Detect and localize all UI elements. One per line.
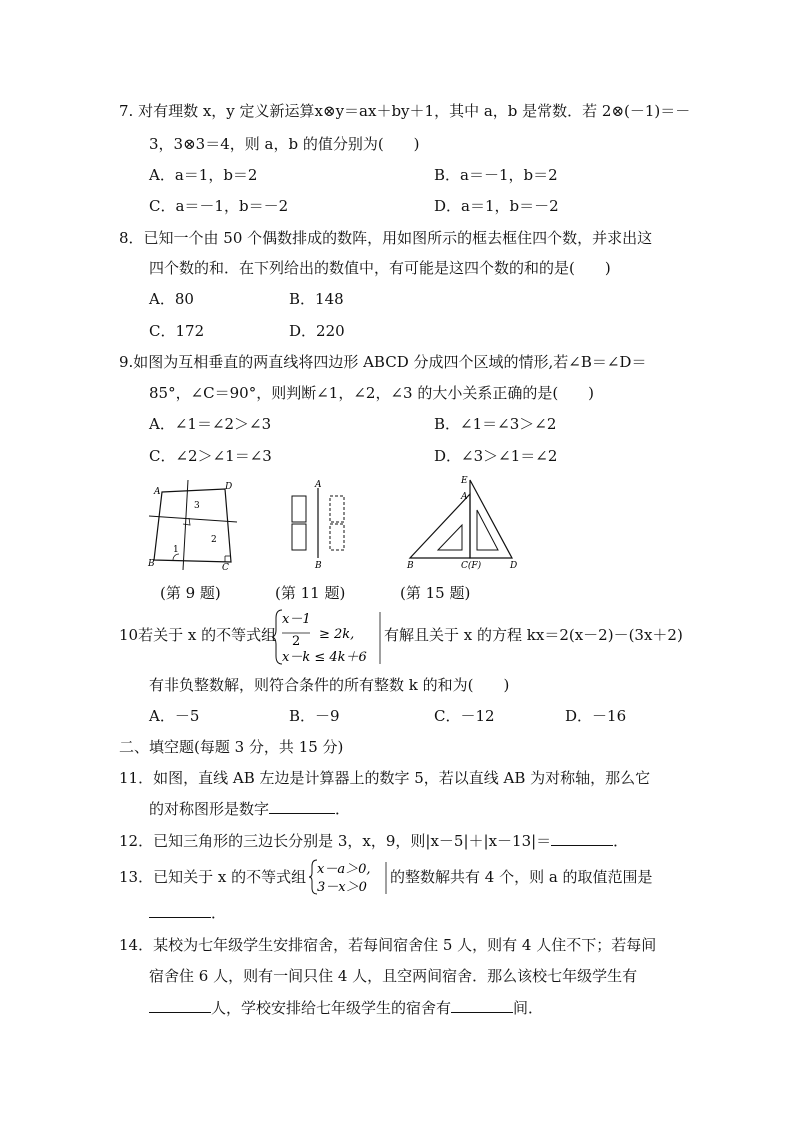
- fig9-label-a: A: [154, 487, 161, 497]
- q9-line1: 9.如图为互相垂直的两直线将四边形 ABCD 分成四个区域的情形,若∠B＝∠D＝: [119, 353, 647, 371]
- fig15-label-b: B: [407, 561, 414, 571]
- q9-option-a: A．∠1＝∠2＞∠3: [149, 415, 272, 433]
- q12-answer-blank[interactable]: [551, 831, 613, 846]
- q14-students-blank[interactable]: [149, 998, 211, 1013]
- q9-line2: 85°，∠C＝90°，则判断∠1，∠2，∠3 的大小关系正确的是( ): [149, 384, 595, 402]
- figure-15-set-squares: [400, 472, 530, 572]
- q10-sys-bottom: x－k ≤ 4k＋6: [282, 650, 367, 665]
- fig15-label-cf: C(F): [461, 561, 482, 571]
- q7-line1: 7. 对有理数 x，y 定义新运算x⊗y＝ax＋by＋1，其中 a，b 是常数．若 2⊗(－1)＝－: [119, 102, 691, 120]
- q10-line2: 有非负整数解，则符合条件的所有整数 k 的和为( ): [149, 676, 510, 694]
- q7-option-a: A．a＝1，b＝2: [149, 166, 258, 184]
- q10-suffix: 有解且关于 x 的方程 kx＝2(x－2)－(3x＋2): [384, 626, 683, 644]
- q10-sys-top-denominator: 2: [292, 634, 301, 649]
- q9-option-d: D．∠3＞∠1＝∠2: [434, 447, 558, 465]
- fig9-caption: (第 9 题): [160, 584, 221, 602]
- q13-inequality-system: [309, 858, 391, 896]
- fig9-label-3: 3: [194, 501, 200, 511]
- fig9-label-c: C: [222, 563, 229, 573]
- q14-line1: 14．某校为七年级学生安排宿舍，若每间宿舍住 5 人，则有 4 人住不下；若每间: [119, 936, 657, 954]
- q11-line1: 11．如图，直线 AB 左边是计算器上的数字 5，若以直线 AB 为对称轴，那么它: [119, 769, 651, 787]
- fig9-label-d: D: [225, 482, 233, 492]
- q9-option-b: B．∠1＝∠3＞∠2: [434, 415, 557, 433]
- figure-11-digit-five: [285, 478, 355, 573]
- q13-answer-blank[interactable]: [149, 903, 211, 918]
- q13-sys-bottom: 3－x＞0: [317, 880, 367, 895]
- fig15-label-d: D: [510, 561, 518, 571]
- q13-prefix: 13．已知关于 x 的不等式组: [119, 868, 307, 886]
- q7-line2: 3，3⊗3＝4，则 a，b 的值分别为( ): [149, 135, 420, 153]
- q7-option-b: B．a＝－1，b＝2: [434, 166, 558, 184]
- q8-option-d: D．220: [289, 322, 345, 340]
- q11-line2-end: ．: [335, 800, 351, 818]
- fig15-caption: (第 15 题): [400, 584, 471, 602]
- q8-option-c: C．172: [149, 322, 205, 340]
- q8-option-b: B．148: [289, 290, 344, 308]
- q11-line2: [149, 799, 350, 819]
- q13-end: ．: [211, 904, 227, 922]
- fig9-label-1: 1: [173, 545, 179, 555]
- fig11-label-a: A: [315, 480, 322, 490]
- q7-option-d: D．a＝1，b＝－2: [434, 197, 559, 215]
- q13-sys-top: x－a＞0,: [317, 862, 371, 877]
- q12-line: [119, 831, 628, 851]
- q13-line2: [149, 903, 226, 923]
- q10-option-c: C．－12: [434, 707, 495, 725]
- q14-rooms-blank[interactable]: [451, 998, 513, 1013]
- q8-line1: 8．已知一个由 50 个偶数排成的数阵，用如图所示的框去框住四个数，并求出这: [119, 229, 653, 247]
- q9-option-c: C．∠2＞∠1＝∠3: [149, 447, 272, 465]
- fig9-label-b: B: [148, 559, 155, 569]
- q14-line3-end: 间．: [513, 999, 544, 1017]
- fig11-label-b: B: [315, 561, 322, 571]
- fig15-label-a: A: [461, 492, 468, 502]
- q14-line3: [149, 998, 543, 1018]
- q14-line2: 宿舍住 6 人，则有一间只住 4 人，且空两间宿舍．那么该校七年级学生有: [149, 967, 638, 985]
- section-2-heading: 二、填空题(每题 3 分，共 15 分): [119, 738, 344, 756]
- q10-option-a: A．－5: [149, 707, 200, 725]
- q13-suffix: 的整数解共有 4 个，则 a 的取值范围是: [390, 868, 653, 886]
- figure-9-quadrilateral: [145, 478, 245, 573]
- q14-line3-middle: 人，学校安排给七年级学生的宿舍有: [211, 999, 452, 1017]
- q11-line2-text: 的对称图形是数字: [149, 800, 270, 818]
- q12-end: ．: [613, 832, 629, 850]
- q7-option-c: C．a＝－1，b＝－2: [149, 197, 289, 215]
- fig9-label-2: 2: [211, 535, 217, 545]
- q8-option-a: A．80: [149, 290, 194, 308]
- q10-option-d: D．－16: [565, 707, 627, 725]
- q8-line2: 四个数的和．在下列给出的数值中，有可能是这四个数的和的是( ): [149, 259, 611, 277]
- q10-sys-top-numerator: x－1: [282, 612, 311, 627]
- q10-sys-top-relation: ≥ 2k,: [319, 627, 355, 642]
- q10-prefix: 10若关于 x 的不等式组: [119, 626, 277, 644]
- q10-inequality-system: [272, 608, 392, 666]
- fig11-caption: (第 11 题): [275, 584, 346, 602]
- q10-option-b: B．－9: [289, 707, 340, 725]
- fig15-label-e: E: [461, 476, 468, 486]
- q11-answer-blank[interactable]: [269, 799, 335, 814]
- q12-text: 12．已知三角形的三边长分别是 3，x，9，则|x－5|＋|x－13|＝: [119, 832, 552, 850]
